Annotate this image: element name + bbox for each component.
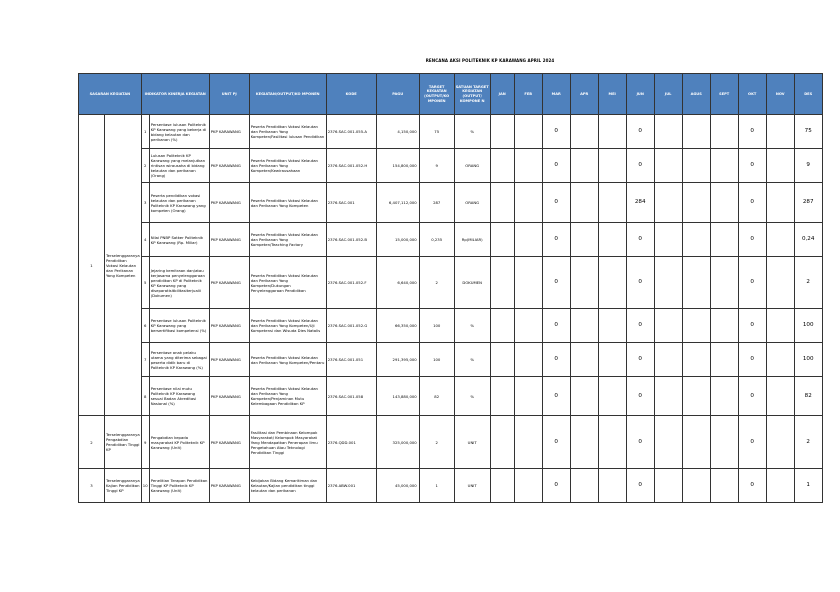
target-cell: 2 — [419, 257, 454, 309]
indikator-cell: Jejaring kemitraan dan/atau kerjasama penyelenggaraan pendidikan KP di Politeknik KP Karawang yang diseparatisitbilitasiterjualii (Dokumen) — [149, 257, 209, 309]
indikator-cell: Persentase nilai mutu Politeknik KP Karawang sesuai Badan Akreditasi Nasional (%) — [149, 377, 209, 416]
month-apr-cell — [570, 223, 598, 257]
target-cell: 1 — [419, 469, 454, 503]
month-jun-cell: 0 — [626, 223, 654, 257]
month-nov-cell — [766, 223, 794, 257]
month-jul-cell — [654, 183, 682, 223]
month-mar-cell: 0 — [542, 223, 570, 257]
month-jan-cell — [490, 115, 514, 149]
pagu-cell: 4,150,000 — [376, 115, 419, 149]
month-apr-cell — [570, 469, 598, 503]
kegiatan-cell: Peserta Pendidikan Vokasi Kelautan dan Perikanan Yang Kompeten/Pentaru — [249, 343, 326, 377]
indikator-cell: Persentase anak pelaku utama yang diterima sebagai peserta didik baru di Politeknik KP Karawang (%) — [149, 343, 209, 377]
header-agus: AGUS — [682, 74, 710, 115]
month-mei-cell — [598, 469, 626, 503]
month-apr-cell — [570, 309, 598, 343]
row-number: 1 — [141, 115, 149, 149]
target-cell: 75 — [419, 115, 454, 149]
month-feb-cell — [514, 257, 542, 309]
month-jul-cell — [654, 309, 682, 343]
month-sept-cell — [710, 309, 738, 343]
month-agus-cell — [682, 416, 710, 469]
kode-cell: 2376.SAC.001.058 — [326, 377, 376, 416]
month-jun-cell: 0 — [626, 343, 654, 377]
month-okt-cell: 0 — [738, 416, 766, 469]
kode-cell: 2376.SAC.001.055.A — [326, 115, 376, 149]
unit-cell: PKP KARAWANG — [209, 309, 249, 343]
month-jul-cell — [654, 149, 682, 183]
unit-cell: PKP KARAWANG — [209, 115, 249, 149]
month-jul-cell — [654, 343, 682, 377]
header-satuan: SATUAN TARGET KEGIATAN (OUTPUT/ KOMPONE N — [454, 74, 490, 115]
month-jun-cell: 0 — [626, 257, 654, 309]
header-jul: JUL — [654, 74, 682, 115]
indikator-cell: Persentase lulusan Politeknik KP Karawang yang bersertifikasi kompetensi (%) — [149, 309, 209, 343]
kode-cell: 2376.SAC.001.052.H — [326, 149, 376, 183]
month-jul-cell — [654, 416, 682, 469]
pagu-cell: 6,640,000 — [376, 257, 419, 309]
pagu-cell: 66,350,000 — [376, 309, 419, 343]
target-cell: 0,235 — [419, 223, 454, 257]
target-cell: 100 — [419, 309, 454, 343]
month-mar-cell: 0 — [542, 183, 570, 223]
month-nov-cell — [766, 183, 794, 223]
month-feb-cell — [514, 149, 542, 183]
pagu-cell: 291,395,000 — [376, 343, 419, 377]
unit-cell: PKP KARAWANG — [209, 343, 249, 377]
satuan-cell: ORANG — [454, 149, 490, 183]
month-sept-cell — [710, 115, 738, 149]
month-okt-cell: 0 — [738, 115, 766, 149]
kegiatan-cell: Fasilitasi dan Pembinaan Kelompok Masyarakat/ Kelompok Masyarakat Yang Mendapatkan Penerapan Ilmu Pengetahuan Atau Teknologi Pendidikan Tinggi — [249, 416, 326, 469]
pagu-cell: 15,000,000 — [376, 223, 419, 257]
group-number: 3 — [79, 469, 105, 503]
header-pagu: PAGU — [376, 74, 419, 115]
month-sept-cell — [710, 416, 738, 469]
kegiatan-cell: Peserta Pendidikan Vokasi Kelautan dan Perikanan Yang Kompeten/Teaching Factory — [249, 223, 326, 257]
month-apr-cell — [570, 377, 598, 416]
month-jan-cell — [490, 377, 514, 416]
month-feb-cell — [514, 377, 542, 416]
indikator-cell: Lulusan Politeknik KP Karawang yang melanjutkan rintisan wirausaha di bidang kelautan dan perikanan (Orang) — [149, 149, 209, 183]
table-row — [79, 377, 823, 416]
month-agus-cell — [682, 343, 710, 377]
header-sept: SEPT — [710, 74, 738, 115]
kode-cell: 2376.QDD.001 — [326, 416, 376, 469]
month-mar-cell: 0 — [542, 416, 570, 469]
pagu-cell: 6,407,112,000 — [376, 183, 419, 223]
month-mei-cell — [598, 183, 626, 223]
satuan-cell: % — [454, 377, 490, 416]
pagu-cell: 325,000,000 — [376, 416, 419, 469]
month-mar-cell: 0 — [542, 377, 570, 416]
month-des-cell: 100 — [794, 343, 822, 377]
row-number: 2 — [141, 149, 149, 183]
table-row — [79, 469, 823, 503]
header-indikator: INDIKATOR KINERJA KEGIATAN — [141, 74, 209, 115]
kegiatan-cell: Peserta Pendidikan Vokasi Kelautan dan Perikanan Yang Kompeten/Fasilitasi lulusan Pendidikan — [249, 115, 326, 149]
header-unit: UNIT PJ — [209, 74, 249, 115]
month-sept-cell — [710, 469, 738, 503]
kode-cell: 2376.SAC.001.052.B — [326, 223, 376, 257]
month-feb-cell — [514, 469, 542, 503]
header-kode: KODE — [326, 74, 376, 115]
month-des-cell: 82 — [794, 377, 822, 416]
row-number: 5 — [141, 257, 149, 309]
month-apr-cell — [570, 183, 598, 223]
month-agus-cell — [682, 309, 710, 343]
month-okt-cell: 0 — [738, 309, 766, 343]
target-cell: 100 — [419, 343, 454, 377]
month-nov-cell — [766, 309, 794, 343]
row-number: 3 — [141, 183, 149, 223]
header-kegiatan: KEGIATAN/OUTPUT/KO MPONEN — [249, 74, 326, 115]
month-agus-cell — [682, 257, 710, 309]
satuan-cell: % — [454, 115, 490, 149]
header-jan: JAN — [490, 74, 514, 115]
kode-cell: 2376.SAC.001 — [326, 183, 376, 223]
month-des-cell: 9 — [794, 149, 822, 183]
kegiatan-cell: Peserta Pendidikan Vokasi Kelautan dan Perikanan Yang Kompeten — [249, 183, 326, 223]
satuan-cell: % — [454, 309, 490, 343]
row-number: 10 — [141, 469, 149, 503]
month-mar-cell: 0 — [542, 343, 570, 377]
month-sept-cell — [710, 257, 738, 309]
table-body — [79, 115, 823, 503]
satuan-cell: UNIT — [454, 416, 490, 469]
month-mei-cell — [598, 377, 626, 416]
month-jan-cell — [490, 343, 514, 377]
month-jan-cell — [490, 183, 514, 223]
table-row — [79, 183, 823, 223]
month-agus-cell — [682, 223, 710, 257]
header-feb: FEB — [514, 74, 542, 115]
unit-cell: PKP KARAWANG — [209, 149, 249, 183]
indikator-cell: Pengabdian kepada masyarakat KP Politeknik KP Karawang (Unit) — [149, 416, 209, 469]
month-apr-cell — [570, 416, 598, 469]
table-row — [79, 115, 823, 149]
header-des: DES — [794, 74, 822, 115]
month-mar-cell: 0 — [542, 115, 570, 149]
table-row — [79, 309, 823, 343]
month-jun-cell: 0 — [626, 149, 654, 183]
month-feb-cell — [514, 343, 542, 377]
month-nov-cell — [766, 377, 794, 416]
kegiatan-cell: Kebijakan Bidang Kemaritiman dan Kelautan/Kajian pendidikan tinggi kelautan dan perikanan — [249, 469, 326, 503]
header-apr: APR — [570, 74, 598, 115]
month-feb-cell — [514, 115, 542, 149]
month-jun-cell: 0 — [626, 469, 654, 503]
month-okt-cell: 0 — [738, 469, 766, 503]
month-jan-cell — [490, 223, 514, 257]
month-des-cell: 0,24 — [794, 223, 822, 257]
kode-cell: 2376.SAC.001.052.G — [326, 309, 376, 343]
row-number: 8 — [141, 377, 149, 416]
month-apr-cell — [570, 257, 598, 309]
row-number: 9 — [141, 416, 149, 469]
month-des-cell: 1 — [794, 469, 822, 503]
kode-cell: 2376.SAC.001.051 — [326, 343, 376, 377]
kode-cell: 2376.ABW.001 — [326, 469, 376, 503]
month-des-cell: 287 — [794, 183, 822, 223]
indikator-cell: Persentase lulusan Politeknik KP Karawang yang bekerja di bidang kelautan dan perikanan (%) — [149, 115, 209, 149]
month-mar-cell: 0 — [542, 257, 570, 309]
month-jan-cell — [490, 149, 514, 183]
action-plan-table — [78, 73, 823, 503]
month-mar-cell: 0 — [542, 149, 570, 183]
month-nov-cell — [766, 416, 794, 469]
row-number: 4 — [141, 223, 149, 257]
month-des-cell: 2 — [794, 416, 822, 469]
month-sept-cell — [710, 343, 738, 377]
month-jan-cell — [490, 416, 514, 469]
month-feb-cell — [514, 416, 542, 469]
header-okt: OKT — [738, 74, 766, 115]
month-okt-cell: 0 — [738, 257, 766, 309]
month-sept-cell — [710, 223, 738, 257]
kegiatan-cell: Peserta Pendidikan Vokasi Kelautan dan Perikanan Yang Kompeten/Penjaminan Mutu Kelembagaan Pendidikan KP — [249, 377, 326, 416]
group-sasaran: Terselenggaranya Pendidikan Vokasi Kelautan dan Perikanan Yang Kompeten — [105, 115, 142, 416]
month-mei-cell — [598, 309, 626, 343]
table-row — [79, 416, 823, 469]
satuan-cell: ORANG — [454, 183, 490, 223]
unit-cell: PKP KARAWANG — [209, 377, 249, 416]
month-jun-cell: 0 — [626, 377, 654, 416]
month-okt-cell: 0 — [738, 343, 766, 377]
header-nov: NOV — [766, 74, 794, 115]
indikator-cell: Penelitian Terapan Pendidikan Tinggi KP Politeknik KP Karawang (Unit) — [149, 469, 209, 503]
kegiatan-cell: Peserta Pendidikan Vokasi Kelautan dan Perikanan Yang Kompeten/Kewirausahaan — [249, 149, 326, 183]
month-okt-cell: 0 — [738, 377, 766, 416]
month-mei-cell — [598, 416, 626, 469]
month-nov-cell — [766, 115, 794, 149]
indikator-cell: Peserta pendidikan vokasi kelautan dan perikanan Politeknik KP Karawang yang kompeten (Orang) — [149, 183, 209, 223]
month-jul-cell — [654, 223, 682, 257]
month-apr-cell — [570, 149, 598, 183]
month-des-cell: 100 — [794, 309, 822, 343]
month-agus-cell — [682, 469, 710, 503]
month-nov-cell — [766, 343, 794, 377]
header-jun: JUN — [626, 74, 654, 115]
header-sasaran: SASARAN KEGIATAN — [79, 74, 142, 115]
month-sept-cell — [710, 149, 738, 183]
month-mei-cell — [598, 115, 626, 149]
target-cell: 2 — [419, 416, 454, 469]
table-header-row — [79, 74, 823, 115]
month-okt-cell: 0 — [738, 183, 766, 223]
table-row — [79, 223, 823, 257]
month-agus-cell — [682, 149, 710, 183]
target-cell: 9 — [419, 149, 454, 183]
kode-cell: 2376.SAC.001.052.F — [326, 257, 376, 309]
month-nov-cell — [766, 469, 794, 503]
header-target: TARGET KEGIATAN (OUTPUT/KO MPONEN — [419, 74, 454, 115]
month-jul-cell — [654, 377, 682, 416]
month-jun-cell: 284 — [626, 183, 654, 223]
month-jul-cell — [654, 115, 682, 149]
satuan-cell: Rp(MILIAR) — [454, 223, 490, 257]
pagu-cell: 143,880,000 — [376, 377, 419, 416]
table-row — [79, 343, 823, 377]
month-okt-cell: 0 — [738, 149, 766, 183]
satuan-cell: DOKUMEN — [454, 257, 490, 309]
month-feb-cell — [514, 183, 542, 223]
month-mei-cell — [598, 257, 626, 309]
target-cell: 287 — [419, 183, 454, 223]
month-jul-cell — [654, 469, 682, 503]
month-mei-cell — [598, 343, 626, 377]
month-apr-cell — [570, 115, 598, 149]
month-sept-cell — [710, 183, 738, 223]
group-sasaran: Terselenggaranya Kajian Pendidikan Tinggi KP — [105, 469, 142, 503]
table-row — [79, 257, 823, 309]
month-mei-cell — [598, 223, 626, 257]
month-jun-cell: 0 — [626, 115, 654, 149]
month-jun-cell: 0 — [626, 416, 654, 469]
satuan-cell: UNIT — [454, 469, 490, 503]
month-agus-cell — [682, 183, 710, 223]
kegiatan-cell: Peserta Pendidikan Vokasi Kelautan dan Perikanan Yang Kompeten/Dukungan Penyelenggaraan Pendidikan — [249, 257, 326, 309]
month-jul-cell — [654, 257, 682, 309]
row-number: 7 — [141, 343, 149, 377]
pagu-cell: 154,800,000 — [376, 149, 419, 183]
month-mar-cell: 0 — [542, 469, 570, 503]
target-cell: 82 — [419, 377, 454, 416]
unit-cell: PKP KARAWANG — [209, 416, 249, 469]
pagu-cell: 45,000,000 — [376, 469, 419, 503]
kegiatan-cell: Peserta Pendidikan Vokasi Kelautan dan Perikanan Yang Kompeten/Uji Kompetensi dan Wisuda Dies Natalis — [249, 309, 326, 343]
month-agus-cell — [682, 115, 710, 149]
month-mei-cell — [598, 149, 626, 183]
group-number: 1 — [79, 115, 105, 416]
month-des-cell: 2 — [794, 257, 822, 309]
header-mei: MEI — [598, 74, 626, 115]
month-jan-cell — [490, 257, 514, 309]
table-row — [79, 149, 823, 183]
group-number: 2 — [79, 416, 105, 469]
satuan-cell: % — [454, 343, 490, 377]
month-nov-cell — [766, 149, 794, 183]
month-agus-cell — [682, 377, 710, 416]
row-number: 6 — [141, 309, 149, 343]
header-mar: MAR — [542, 74, 570, 115]
month-nov-cell — [766, 257, 794, 309]
month-okt-cell: 0 — [738, 223, 766, 257]
month-mar-cell: 0 — [542, 309, 570, 343]
unit-cell: PKP KARAWANG — [209, 469, 249, 503]
unit-cell: PKP KARAWANG — [209, 223, 249, 257]
month-apr-cell — [570, 343, 598, 377]
month-sept-cell — [710, 377, 738, 416]
group-sasaran: Terselenggaranya Pengabdian Pendidikan Tinggi KP — [105, 416, 142, 469]
month-feb-cell — [514, 223, 542, 257]
month-jan-cell — [490, 469, 514, 503]
indikator-cell: Nilai PNBP Satker Politeknik KP Karawang (Rp. Miliar) — [149, 223, 209, 257]
month-jun-cell: 0 — [626, 309, 654, 343]
unit-cell: PKP KARAWANG — [209, 183, 249, 223]
month-feb-cell — [514, 309, 542, 343]
month-des-cell: 75 — [794, 115, 822, 149]
month-jan-cell — [490, 309, 514, 343]
unit-cell: PKP KARAWANG — [209, 257, 249, 309]
page-title: RENCANA AKSI POLITEKNIK KP KARAWANG APRIL 2024 — [425, 58, 555, 63]
